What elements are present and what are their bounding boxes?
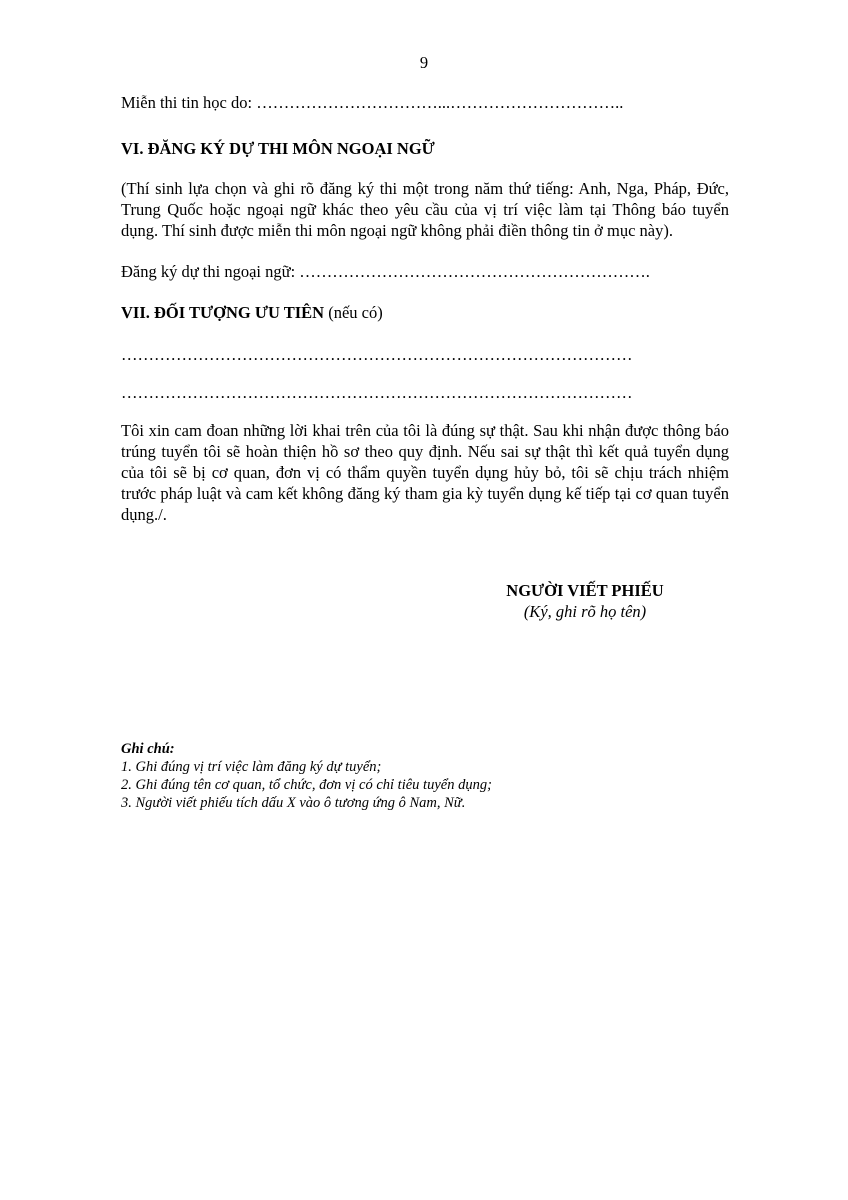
priority-line-1[interactable]: …………………………………………………………………………………	[121, 345, 633, 364]
note-item: 3. Người viết phiếu tích dấu X vào ô tương ứng ô Nam, Nữ.	[121, 795, 466, 811]
it-exempt-row	[121, 92, 729, 113]
priority-line-2[interactable]: …………………………………………………………………………………	[121, 383, 633, 402]
section-vii-title-suffix: (nếu có)	[328, 303, 383, 322]
foreign-language-label: Đăng ký dự thi ngoại ngữ:	[121, 262, 296, 281]
page-number: 9	[419, 53, 429, 72]
declaration-paragraph: Tôi xin cam đoan những lời khai trên của tôi là đúng sự thật. Sau khi nhận được thông báo trúng tuyển tôi sẽ hoàn thiện hồ sơ theo quy định. Nếu sai sự thật thì kết quả tuyển dụng của tôi sẽ bị cơ quan, đơn vị có thẩm quyền tuyển dụng hủy bỏ, tôi sẽ chịu trách nhiệm trước pháp luật và cam kết không đăng ký tham gia kỳ tuyển dụng kế tiếp tại cơ quan tuyển dụng./.	[121, 421, 729, 524]
form-content	[121, 92, 729, 525]
note-item: 1. Ghi đúng vị trí việc làm đăng ký dự tuyển;	[121, 759, 382, 775]
signature-block	[440, 580, 730, 622]
it-exempt-label: Miễn thi tin học do:	[121, 93, 253, 112]
foreign-language-field[interactable]: ……………………………………………………….	[299, 262, 650, 281]
signature-title: NGƯỜI VIẾT PHIẾU	[506, 581, 664, 600]
it-exempt-field[interactable]: ……………………………...…………………………..	[256, 93, 624, 112]
notes-title: Ghi chú:	[121, 741, 175, 757]
section-vii-title-row	[121, 302, 729, 323]
signature-subtitle: (Ký, ghi rõ họ tên)	[523, 602, 647, 621]
section-vi-instruction: (Thí sinh lựa chọn và ghi rõ đăng ký thi một trong năm thứ tiếng: Anh, Nga, Pháp, Đức, Trung Quốc hoặc ngoại ngữ khác theo yêu cầu của vị trí việc làm tại Thông báo tuyển dụng. Thí sinh được miễn thi môn ngoại ngữ không phải điền thông tin ở mục này).	[121, 179, 729, 240]
section-vi-title: VI. ĐĂNG KÝ DỰ THI MÔN NGOẠI NGỮ	[121, 139, 435, 158]
foreign-language-row	[121, 261, 729, 282]
notes-block	[121, 740, 729, 812]
note-item: 2. Ghi đúng tên cơ quan, tổ chức, đơn vị có chỉ tiêu tuyển dụng;	[121, 777, 492, 793]
section-vii-title: VII. ĐỐI TƯỢNG ƯU TIÊN	[121, 303, 325, 322]
